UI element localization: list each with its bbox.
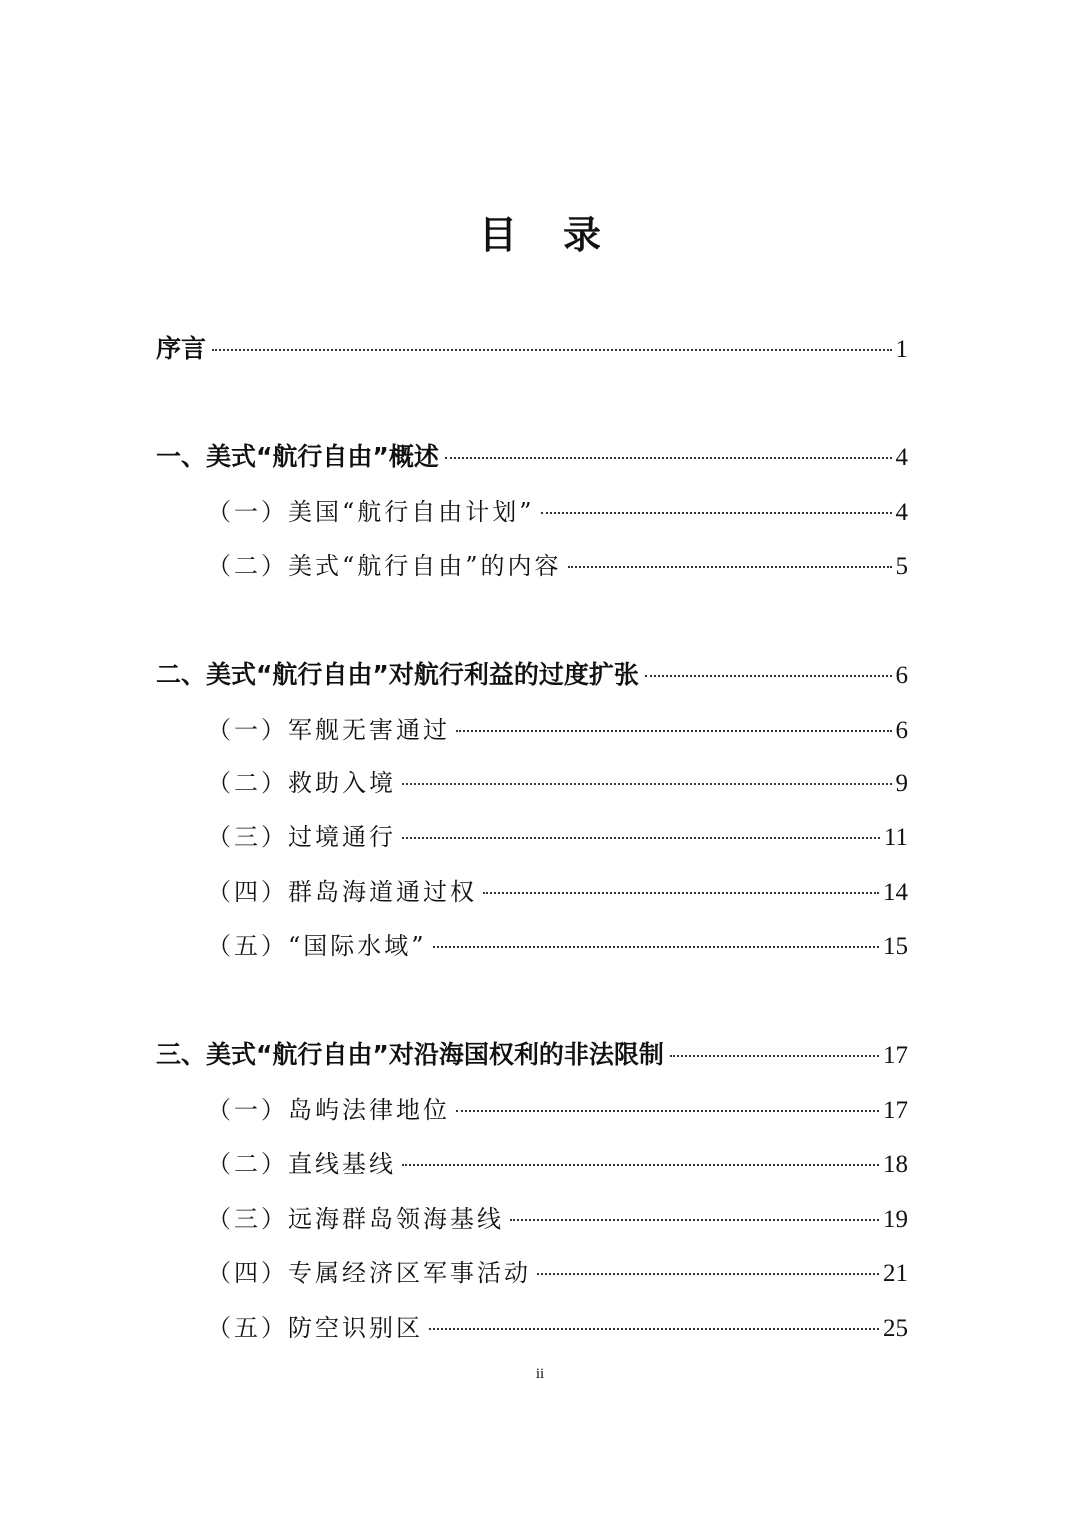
toc-entry-text: （一）美国“航行自由计划” bbox=[207, 498, 535, 526]
toc-entry-section-3-1[interactable] bbox=[207, 1090, 908, 1130]
toc-entry-section-2-2[interactable] bbox=[207, 763, 908, 803]
toc-entry-page: 15 bbox=[883, 933, 908, 960]
toc-entry-section-2-1[interactable] bbox=[207, 710, 908, 750]
toc-leader-dots bbox=[212, 349, 891, 351]
toc-entry-text: 二、美式“航行自由”对航行利益的过度扩张 bbox=[156, 660, 639, 689]
toc-entry-page: 19 bbox=[883, 1206, 908, 1233]
toc-entry-section-3-4[interactable] bbox=[207, 1253, 908, 1293]
toc-title: 目录 bbox=[478, 213, 647, 257]
toc-entry-section-2-4[interactable] bbox=[207, 872, 908, 912]
toc-leader-dots bbox=[445, 457, 892, 459]
toc-entry-page: 6 bbox=[895, 717, 908, 744]
toc-entry-page: 17 bbox=[883, 1042, 908, 1069]
toc-leader-dots bbox=[645, 675, 892, 677]
toc-leader-dots bbox=[541, 512, 892, 514]
toc-entry-page: 11 bbox=[883, 824, 908, 851]
toc-leader-dots bbox=[568, 566, 892, 568]
toc-entry-section-3-3[interactable] bbox=[207, 1199, 908, 1239]
toc-entry-text: （三）远海群岛领海基线 bbox=[207, 1205, 504, 1233]
toc-entry-text: （一）军舰无害通过 bbox=[207, 716, 450, 744]
toc-entry-section-1-1[interactable] bbox=[207, 492, 908, 532]
toc-entry-text: （五）“国际水域” bbox=[207, 932, 427, 960]
toc-entry-text: （三）过境通行 bbox=[207, 823, 396, 851]
toc-entry-text: （四）专属经济区军事活动 bbox=[207, 1259, 531, 1287]
toc-entry-page: 9 bbox=[895, 770, 908, 797]
toc-entry-section-3[interactable] bbox=[156, 1035, 908, 1075]
toc-entry-text: 一、美式“航行自由”概述 bbox=[156, 442, 439, 471]
toc-leader-dots bbox=[402, 837, 880, 839]
toc-leader-dots bbox=[429, 1328, 879, 1330]
toc-entry-section-3-5[interactable] bbox=[207, 1308, 908, 1348]
toc-entry-text: （一）岛屿法律地位 bbox=[207, 1096, 450, 1124]
toc-entry-text: （二）直线基线 bbox=[207, 1150, 396, 1178]
toc-entry-preface[interactable] bbox=[156, 329, 908, 369]
toc-entry-page: 25 bbox=[883, 1315, 908, 1342]
toc-entry-page: 18 bbox=[883, 1151, 908, 1178]
page-number: ii bbox=[535, 1366, 545, 1382]
toc-entry-page: 5 bbox=[895, 553, 908, 580]
toc-entry-section-2-5[interactable] bbox=[207, 926, 908, 966]
toc-entry-section-1[interactable] bbox=[156, 437, 908, 477]
toc-entry-text: （二）美式“航行自由”的内容 bbox=[207, 552, 562, 580]
toc-entry-section-1-2[interactable] bbox=[207, 546, 908, 586]
toc-entry-section-2-3[interactable] bbox=[207, 817, 908, 857]
toc-leader-dots bbox=[433, 946, 879, 948]
toc-entry-page: 21 bbox=[883, 1260, 908, 1287]
toc-entry-text: （二）救助入境 bbox=[207, 769, 396, 797]
toc-leader-dots bbox=[670, 1055, 879, 1057]
toc-leader-dots bbox=[483, 892, 879, 894]
toc-leader-dots bbox=[402, 783, 892, 785]
toc-entry-page: 6 bbox=[895, 662, 908, 689]
toc-entry-text: 三、美式“航行自由”对沿海国权利的非法限制 bbox=[156, 1040, 664, 1069]
toc-entry-section-3-2[interactable] bbox=[207, 1144, 908, 1184]
toc-leader-dots bbox=[402, 1164, 879, 1166]
toc-leader-dots bbox=[510, 1219, 879, 1221]
toc-entry-text: （五）防空识别区 bbox=[207, 1314, 423, 1342]
toc-leader-dots bbox=[456, 730, 892, 732]
toc-leader-dots bbox=[537, 1273, 879, 1275]
toc-entry-page: 4 bbox=[895, 444, 908, 471]
toc-entry-page: 1 bbox=[895, 336, 908, 363]
toc-entry-section-2[interactable] bbox=[156, 655, 908, 695]
toc-entry-text: （四）群岛海道通过权 bbox=[207, 878, 477, 906]
toc-entry-text: 序言 bbox=[156, 334, 207, 363]
toc-entry-page: 4 bbox=[895, 499, 908, 526]
toc-entry-page: 17 bbox=[883, 1097, 908, 1124]
toc-entry-page: 14 bbox=[883, 879, 908, 906]
toc-leader-dots bbox=[456, 1110, 879, 1112]
